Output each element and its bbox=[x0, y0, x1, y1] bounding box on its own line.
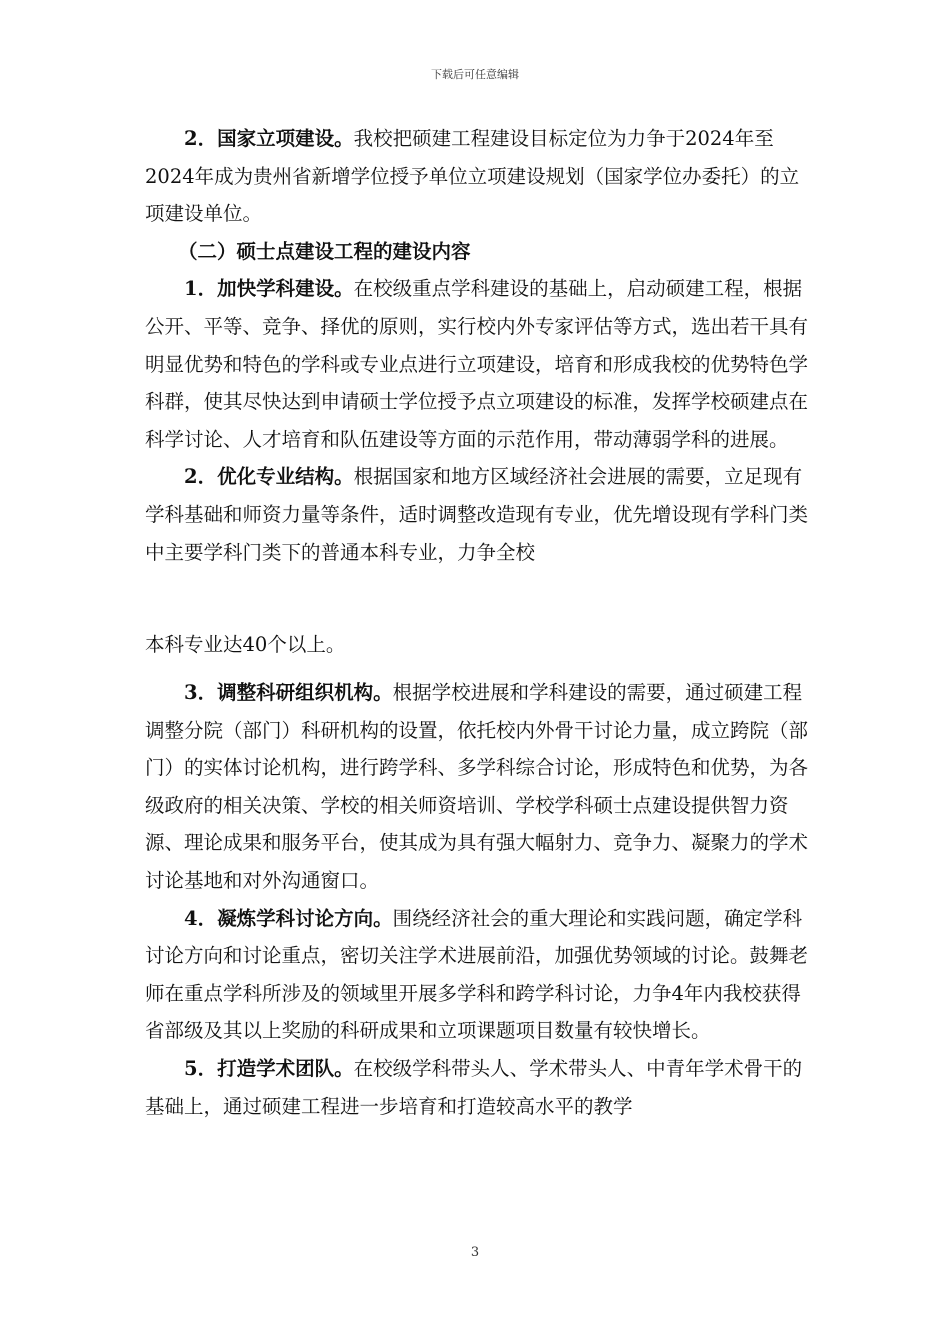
page-number: 3 bbox=[470, 1245, 480, 1260]
paragraph-title: 4．凝炼学科讨论方向。 bbox=[184, 906, 393, 930]
paragraph-text: 在校级重点学科建设的基础上，启动硕建工程，根据公开、平等、竞争、择优的原则，实行校内外专家评估等方式，选出若干具有明显优势和特色的学科或专业点进行立项建设，培育和形成我校的优势特色学科群，使其尽快达到申请硕士学位授予点立项建设的标准，发挥学校硕建点在科学讨论、人才培育和队伍建设等方面的示范作用，带动薄弱学科的进展。 bbox=[145, 277, 809, 451]
document-body-continued bbox=[145, 626, 817, 664]
document-body bbox=[145, 120, 817, 571]
paragraph-title: 1．加快学科建设。 bbox=[184, 277, 354, 301]
paragraph-title: 2．国家立项建设。 bbox=[184, 127, 354, 150]
paragraph-specialty-structure bbox=[145, 458, 817, 571]
paragraph-title: 5．打造学术团队。 bbox=[184, 1056, 354, 1080]
paragraph-title: 2．优化专业结构。 bbox=[184, 465, 354, 489]
paragraph-text: 根据学校进展和学科建设的需要，通过硕建工程调整分院（部门）科研机构的设置，依托校内外骨干讨论力量，成立跨院（部门）的实体讨论机构，进行跨学科、多学科综合讨论，形成特色和优势，为各级政府的相关决策、学校的相关师资培训、学校学科硕士点建设提供智力资源、理论成果和服务平台，使其成为具有强大幅射力、竞争力、凝聚力的学术讨论基地和对外沟通窗口。 bbox=[145, 681, 809, 892]
paragraph-text: 在校级学科带头人、学术带头人、中青年学术骨干的基础上，通过硕建工程进一步培育和打造较高水平的教学 bbox=[145, 1056, 803, 1118]
document-body-lower bbox=[145, 674, 817, 1125]
paragraph-national-project bbox=[145, 120, 817, 233]
paragraph-text: 我校把硕建工程建设目标定位为力争于2024年至2024年成为贵州省新增学位授予单位立项建设规划（国家学位办委托）的立项建设单位。 bbox=[145, 127, 800, 226]
paragraph-text: 围绕经济社会的重大理论和实践问题，确定学科讨论方向和讨论重点，密切关注学术进展前沿，加强优势领域的讨论。鼓舞老师在重点学科所涉及的领域里开展多学科和跨学科讨论，力争4年内我校获得省部级及其以上奖励的科研成果和立项课题项目数量有较快增长。 bbox=[145, 906, 809, 1043]
paragraph-text: 根据国家和地方区域经济社会进展的需要，立足现有学科基础和师资力量等条件，适时调整改造现有专业，优先增设现有学科门类中主要学科门类下的普通本科专业，力争全校 bbox=[145, 465, 809, 564]
page-header: 下载后可任意编辑 bbox=[431, 68, 519, 81]
section-heading: （二）硕士点建设工程的建设内容 bbox=[178, 239, 471, 263]
paragraph-academic-team bbox=[145, 1050, 817, 1125]
paragraph-title: 3．调整科研组织机构。 bbox=[184, 681, 393, 704]
paragraph-discipline-building bbox=[145, 270, 817, 458]
paragraph-research-org bbox=[145, 674, 817, 900]
paragraph-continuation: 本科专业达40个以上。 bbox=[145, 633, 346, 656]
paragraph-research-direction bbox=[145, 900, 817, 1050]
